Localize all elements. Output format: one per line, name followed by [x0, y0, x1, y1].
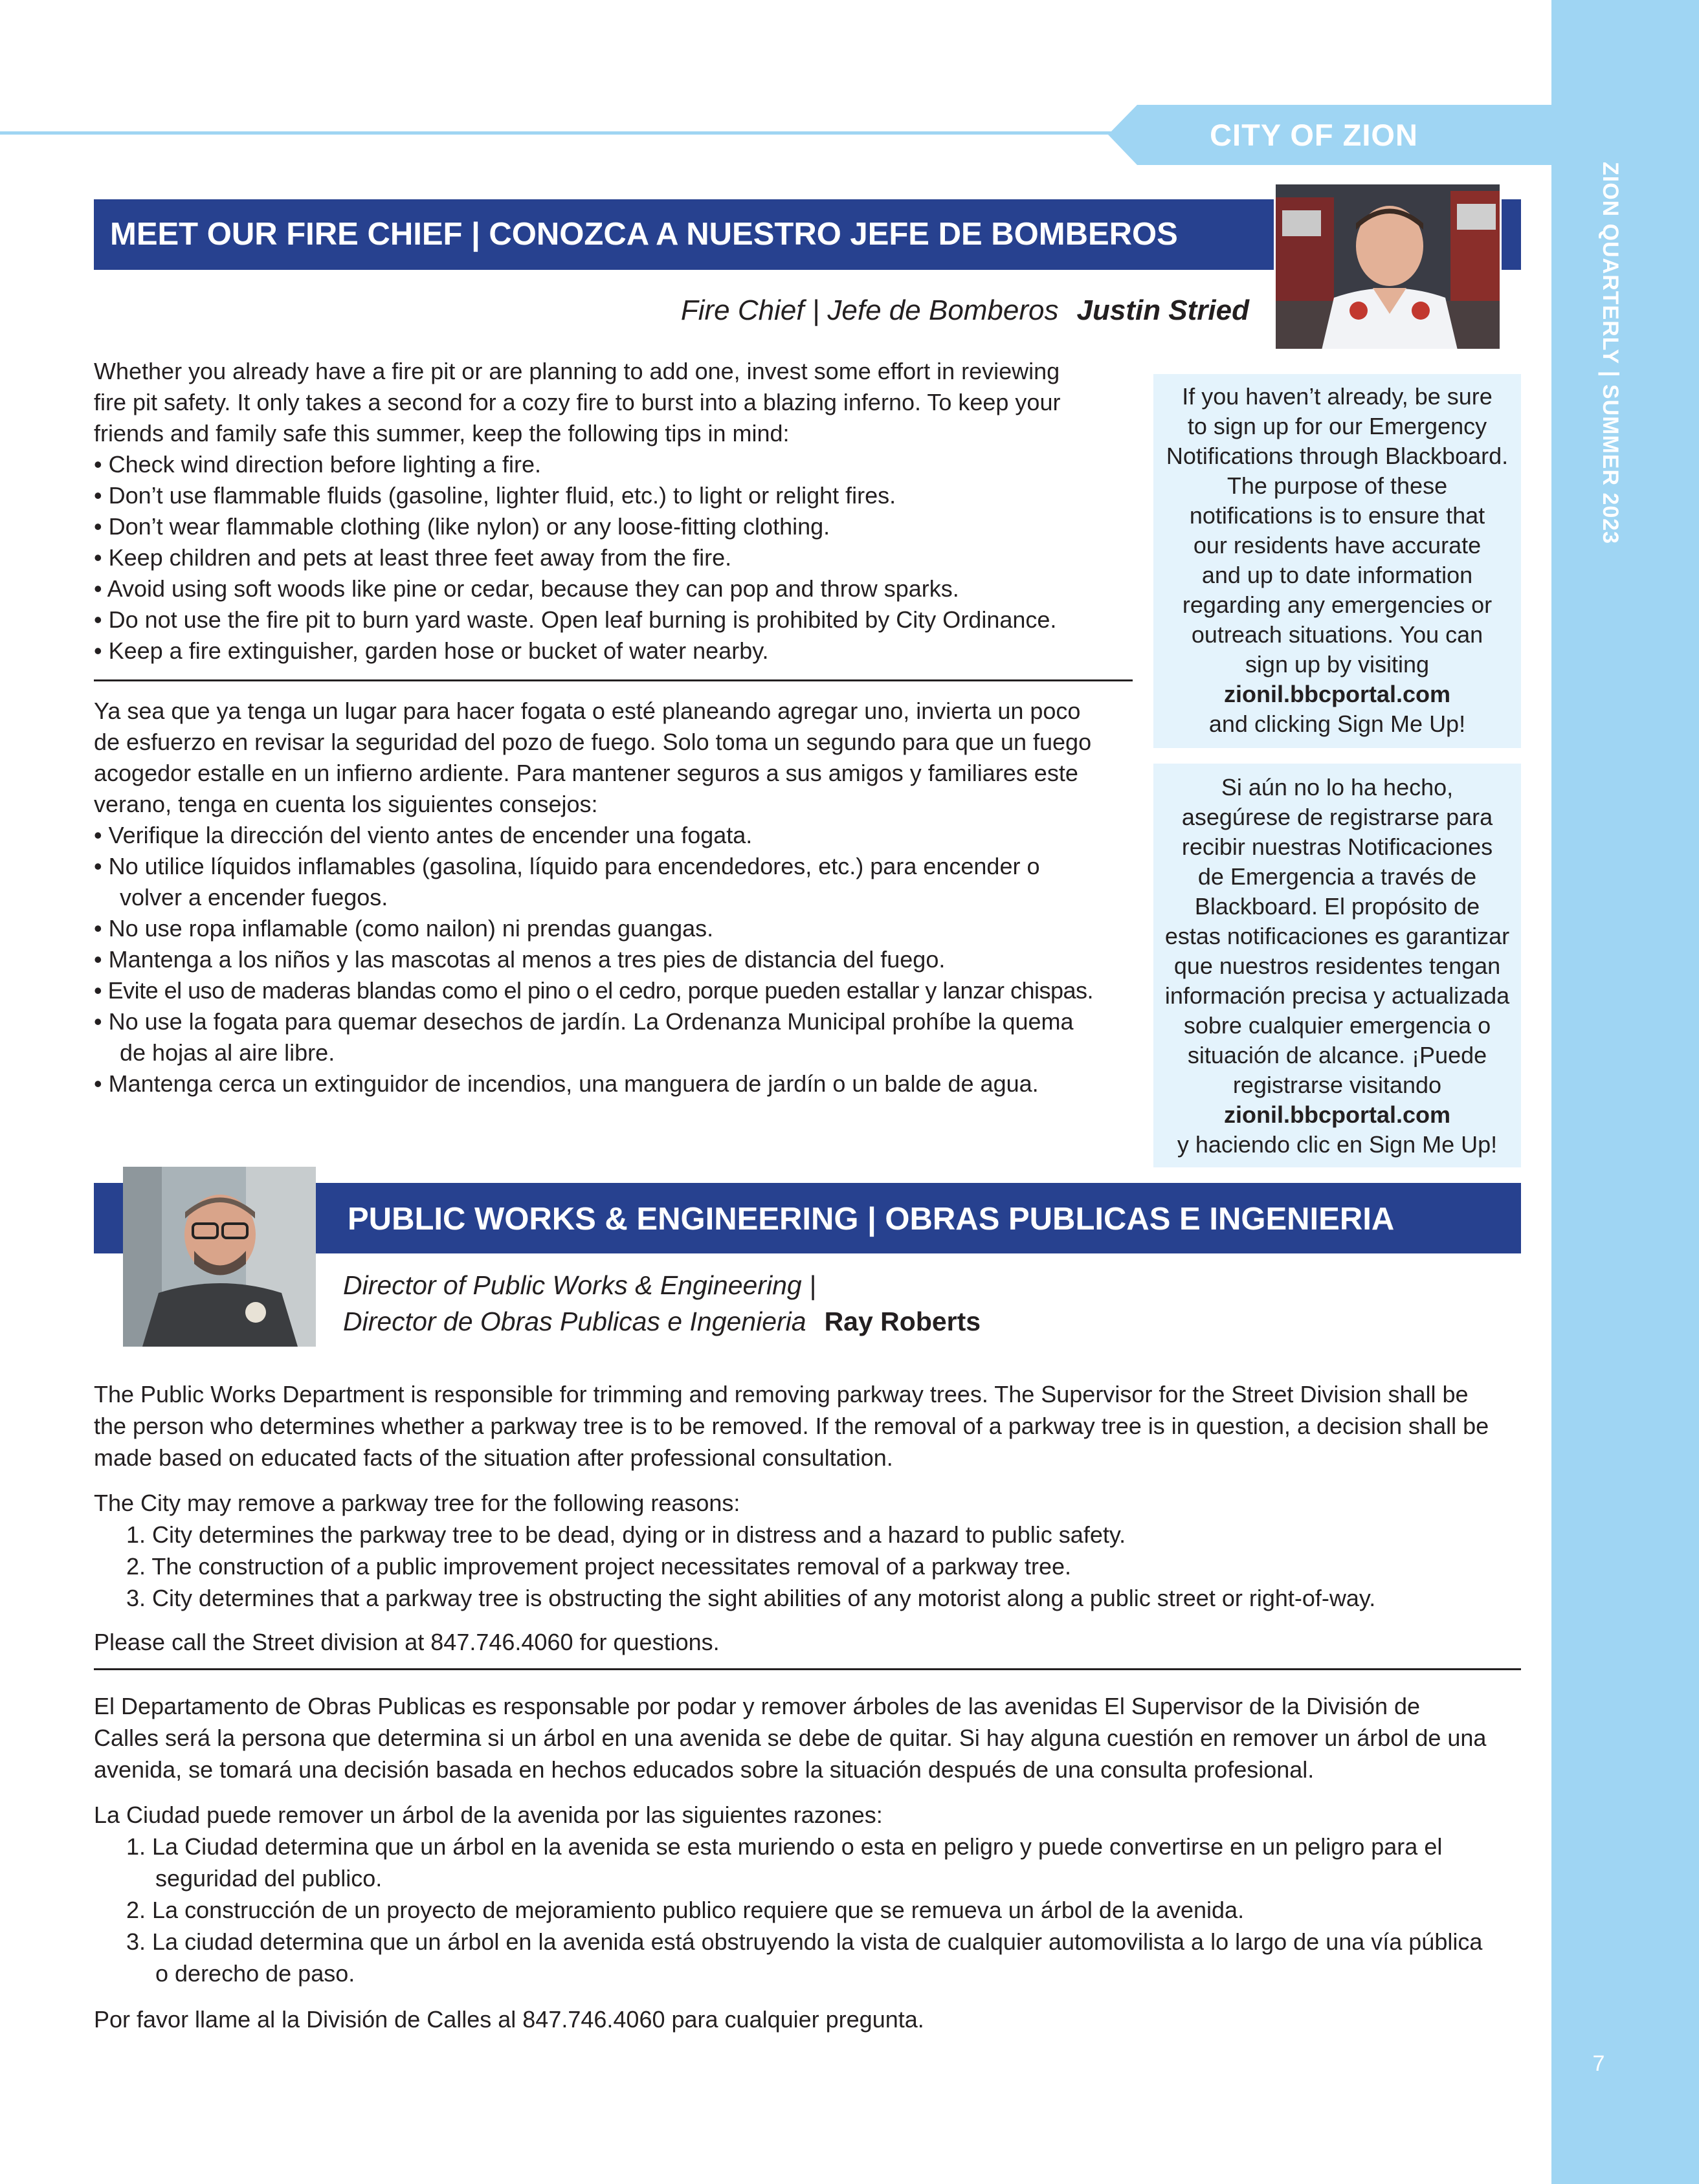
- fire-chief-role: Fire Chief | Jefe de Bomberos: [680, 294, 1059, 326]
- bullet-item: • No use la fogata para quemar desechos de jardín. La Ordenanza Municipal prohíbe la quema: [94, 1008, 1074, 1035]
- public-works-director-name: Ray Roberts: [824, 1307, 981, 1336]
- callout-line: recibir nuestras Notificaciones: [1181, 833, 1493, 860]
- callout-line: sobre cualquier emergencia o: [1183, 1012, 1491, 1039]
- bullet-item: • Verifique la dirección del viento antes de encender una fogata.: [94, 822, 753, 848]
- list-item: 2. La construcción de un proyecto de mejoramiento publico requiere que se remueva un árbol de la avenida.: [126, 1897, 1245, 1923]
- bullet-item: • Mantenga cerca un extinguidor de incendios, una manguera de jardín o un balde de agua.: [94, 1070, 1039, 1097]
- callout-line: de Emergencia a través de: [1197, 863, 1477, 890]
- callout-line: y haciendo clic en Sign Me Up!: [1177, 1131, 1498, 1158]
- callout-line: Blackboard. El propósito de: [1194, 893, 1480, 920]
- callout-line: regarding any emergencies or: [1182, 591, 1493, 618]
- publication-label: [1591, 162, 1630, 576]
- callout-line: notifications is to ensure that: [1189, 502, 1485, 529]
- list-intro: The City may remove a parkway tree for the following reasons:: [94, 1490, 740, 1516]
- public-works-role-en: Director of Public Works & Engineering |: [343, 1270, 816, 1300]
- callout-line: Si aún no lo ha hecho,: [1221, 774, 1454, 800]
- callout-line: sign up by visiting: [1245, 651, 1430, 678]
- bullet-item: • Do not use the fire pit to burn yard waste. Open leaf burning is prohibited by City Ordinance.: [94, 606, 1057, 633]
- paragraph-line: avenida, se tomará una decisión basada en hechos educados sobre la situación después de una consulta profesional.: [94, 1756, 1315, 1783]
- fire-tips-english: [94, 356, 1129, 667]
- emergency-signup-callout-english: [1153, 374, 1521, 748]
- list-item: 1. La Ciudad determina que un árbol en la avenida se esta muriendo o esta en peligro y puede convertirse en un peligro para el: [126, 1833, 1443, 1860]
- top-rule: [0, 131, 1139, 135]
- public-works-english-reasons: [94, 1487, 1524, 1614]
- public-works-director-photo: [123, 1167, 316, 1347]
- paragraph-line: de esfuerzo en revisar la seguridad del pozo de fuego. Solo toma un segundo para que un fuego: [94, 729, 1092, 755]
- paragraph-line: verano, tenga en cuenta los siguientes consejos:: [94, 791, 598, 817]
- callout-line: situación de alcance. ¡Puede: [1187, 1042, 1487, 1068]
- bullet-item: • Mantenga a los niños y las mascotas al menos a tres pies de distancia del fuego.: [94, 946, 946, 973]
- page-number: 7: [1592, 2051, 1605, 2076]
- callout-line: to sign up for our Emergency: [1187, 413, 1487, 439]
- callout-line: estas notificaciones es garantizar: [1164, 923, 1510, 949]
- contact-line: Por favor llame al la División de Calles al 847.746.4060 para cualquier pregunta.: [94, 2006, 924, 2033]
- paragraph-line: The Public Works Department is responsible for trimming and removing parkway trees. The Supervisor for the Street Division shall be: [94, 1381, 1469, 1407]
- public-works-byline: [343, 1267, 981, 1340]
- paragraph-line: fire pit safety. It only takes a second for a cozy fire to burst into a blazing inferno. To keep your: [94, 389, 1061, 415]
- fire-chief-photo: [1274, 182, 1502, 351]
- bullet-item: • Evite el uso de maderas blandas como el pino o el cedro, porque pueden estallar y lanzar chispas.: [94, 977, 1094, 1004]
- bullet-item: • Don’t use flammable fluids (gasoline, lighter fluid, etc.) to light or relight fires.: [94, 482, 896, 509]
- bullet-item: • Check wind direction before lighting a fire.: [94, 451, 541, 478]
- bullet-item: • No use ropa inflamable (como nailon) ni prendas guangas.: [94, 915, 714, 942]
- bullet-item: • Keep children and pets at least three feet away from the fire.: [94, 544, 732, 571]
- public-works-english-contact: [94, 1626, 1524, 1658]
- paragraph-line: acogedor estalle en un infierno ardiente. Para mantener seguros a sus amigos y familiares este: [94, 760, 1078, 786]
- callout-line: and clicking Sign Me Up!: [1208, 711, 1466, 737]
- list-item: 2. The construction of a public improvement project necessitates removal of a parkway tree.: [126, 1553, 1072, 1580]
- public-works-spanish-reasons: [94, 1799, 1524, 1989]
- callout-line: asegúrese de registrarse para: [1181, 804, 1493, 830]
- callout-line: que nuestros residentes tengan: [1173, 953, 1501, 979]
- fire-chief-name: Justin Stried: [1076, 294, 1249, 326]
- public-works-spanish-contact: [94, 2003, 1524, 2035]
- section-divider: [94, 1668, 1521, 1670]
- callout-line: información precisa y actualizada: [1164, 982, 1510, 1009]
- bullet-item: • Avoid using soft woods like pine or cedar, because they can pop and throw sparks.: [94, 575, 959, 602]
- bullet-continuation: volver a encender fuegos.: [120, 884, 388, 910]
- list-item: 3. La ciudad determina que un árbol en la avenida está obstruyendo la vista de cualquier automovilista a lo largo de una vía pública: [126, 1928, 1483, 1955]
- callout-line: The purpose of these: [1227, 472, 1448, 499]
- public-works-section-heading: PUBLIC WORKS & ENGINEERING | OBRAS PUBLICAS E INGENIERIA: [348, 1202, 1395, 1237]
- contact-line: Please call the Street division at 847.746.4060 for questions.: [94, 1629, 720, 1655]
- callout-line: outreach situations. You can: [1191, 621, 1483, 648]
- bullet-item: • Don’t wear flammable clothing (like nylon) or any loose-fitting clothing.: [94, 513, 830, 540]
- paragraph-line: El Departamento de Obras Publicas es responsable por podar y remover árboles de las avenidas El Supervisor de la División de: [94, 1693, 1421, 1719]
- list-item: 1. City determines the parkway tree to be dead, dying or in distress and a hazard to public safety.: [126, 1521, 1126, 1548]
- publication-text: ZION QUARTERLY | SUMMER 2023: [1598, 162, 1623, 545]
- callout-line: registrarse visitando: [1232, 1072, 1442, 1098]
- section-divider: [94, 679, 1133, 681]
- bullet-item: • Keep a fire extinguisher, garden hose or bucket of water nearby.: [94, 637, 769, 664]
- paragraph-line: Calles será la persona que determina si un árbol en una avenida se debe de quitar. Si hay alguna cuestión en remover un árbol de una: [94, 1725, 1487, 1751]
- list-item: 3. City determines that a parkway tree is obstructing the sight abilities of any motorist along a public street or right-of-way.: [126, 1585, 1376, 1611]
- emergency-signup-callout-spanish: [1153, 764, 1521, 1167]
- bullet-continuation: de hojas al aire libre.: [120, 1039, 335, 1066]
- list-intro: La Ciudad puede remover un árbol de la avenida por las siguientes razones:: [94, 1802, 883, 1828]
- paragraph-line: Ya sea que ya tenga un lugar para hacer fogata o esté planeando agregar uno, invierta un poco: [94, 698, 1081, 724]
- paragraph-line: Whether you already have a fire pit or are planning to add one, invest some effort in reviewing: [94, 358, 1060, 384]
- bullet-item: • No utilice líquidos inflamables (gasolina, líquido para encendedores, etc.) para encender o: [94, 853, 1040, 879]
- fire-section-heading: MEET OUR FIRE CHIEF | CONOZCA A NUESTRO JEFE DE BOMBEROS: [110, 217, 1178, 252]
- list-item-continuation: o derecho de paso.: [155, 1960, 355, 1987]
- public-works-role-line: [343, 1303, 981, 1340]
- callout-line: If you haven’t already, be sure: [1182, 383, 1493, 410]
- paragraph-line: the person who determines whether a parkway tree is to be removed. If the removal of a parkway tree is in question, a decision shall be: [94, 1413, 1489, 1439]
- public-works-spanish-paragraph: [94, 1690, 1524, 1785]
- city-banner-text: CITY OF ZION: [1210, 118, 1418, 152]
- paragraph-line: friends and family safe this summer, keep the following tips in mind:: [94, 420, 790, 447]
- callout-line: Notifications through Blackboard.: [1166, 443, 1509, 469]
- public-works-english-paragraph: [94, 1378, 1524, 1473]
- callout-line: and up to date information: [1201, 562, 1473, 588]
- fire-tips-spanish: [94, 696, 1136, 1099]
- list-item-continuation: seguridad del publico.: [155, 1865, 383, 1892]
- paragraph-line: made based on educated facts of the situation after professional consultation.: [94, 1444, 893, 1471]
- public-works-role-line: [343, 1267, 981, 1303]
- fire-chief-byline: [583, 294, 1249, 327]
- callout-line: our residents have accurate: [1193, 532, 1482, 558]
- bbcportal-link[interactable]: zionil.bbcportal.com: [1223, 1101, 1450, 1128]
- bbcportal-link[interactable]: zionil.bbcportal.com: [1223, 681, 1450, 707]
- public-works-role-es: Director de Obras Publicas e Ingenieria: [343, 1307, 806, 1336]
